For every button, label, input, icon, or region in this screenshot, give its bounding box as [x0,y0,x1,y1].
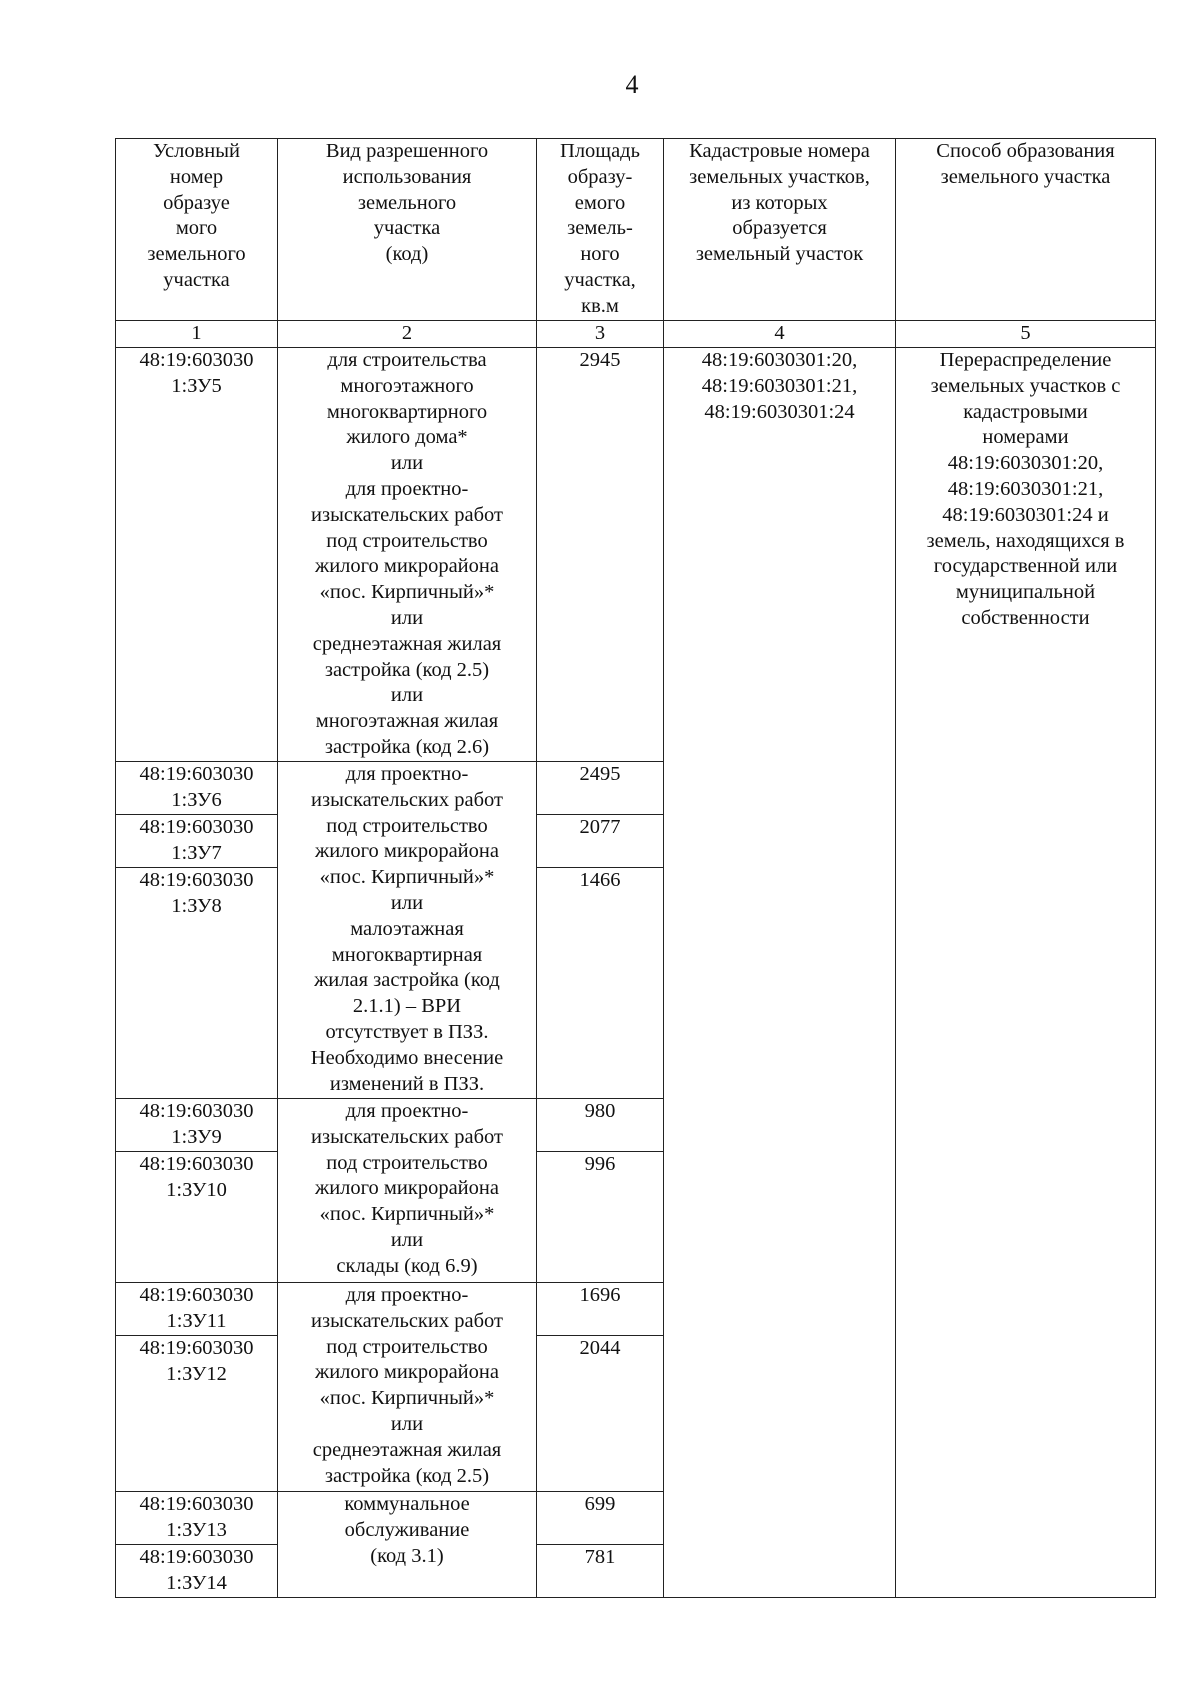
plot-area: 2044 [537,1336,664,1492]
permitted-use: для проектно- изыскательских работ под строительство жилого микрорайона «пос. Кирпичный»* или малоэтажная многоквартирная жилая застройка (код 2.1.1) – ВРИ отсутствует в ПЗЗ. Необходимо внесение изменений в ПЗЗ. [278,762,537,1099]
plot-number: 48:19:603030 1:ЗУ12 [116,1336,278,1492]
column-number: 2 [278,321,537,348]
column-number: 5 [896,321,1156,348]
table-row [116,348,1156,762]
formation-method: Перераспределение земельных участков с кадастровыми номерами 48:19:6030301:20, 48:19:6030301:21, 48:19:6030301:24 и земель, находящихся в государственной или муниципальной собственности [896,348,1156,1598]
plot-area: 1466 [537,868,664,1099]
source-cadastral-numbers: 48:19:6030301:20, 48:19:6030301:21, 48:19:6030301:24 [664,348,896,1598]
plot-number: 48:19:603030 1:ЗУ13 [116,1492,278,1545]
header-cadastral-numbers: Кадастровые номера земельных участков, из которых образуется земельный участок [664,139,896,321]
header-area: Площадь образу- емого земель- ного участка, кв.м [537,139,664,321]
plot-area: 996 [537,1152,664,1283]
plot-number: 48:19:603030 1:ЗУ10 [116,1152,278,1283]
column-number-row [116,321,1156,348]
land-plots-table [115,138,1156,1598]
plot-area: 781 [537,1545,664,1598]
permitted-use: коммунальное обслуживание (код 3.1) [278,1492,537,1598]
plot-number: 48:19:603030 1:ЗУ14 [116,1545,278,1598]
plot-number: 48:19:603030 1:ЗУ5 [116,348,278,762]
plot-area: 2495 [537,762,664,815]
plot-number: 48:19:603030 1:ЗУ11 [116,1283,278,1336]
plot-number: 48:19:603030 1:ЗУ7 [116,815,278,868]
plot-number: 48:19:603030 1:ЗУ6 [116,762,278,815]
plot-number: 48:19:603030 1:ЗУ8 [116,868,278,1099]
permitted-use: для проектно- изыскательских работ под строительство жилого микрорайона «пос. Кирпичный»* или среднеэтажная жилая застройка (код 2.5) [278,1283,537,1492]
plot-area: 2945 [537,348,664,762]
plot-number: 48:19:603030 1:ЗУ9 [116,1099,278,1152]
permitted-use: для строительства многоэтажного многоквартирного жилого дома* или для проектно- изыскательских работ под строительство жилого микрорайона «пос. Кирпичный»* или среднеэтажная жилая застройка (код 2.5) или многоэтажная жилая застройка (код 2.6) [278,348,537,762]
page-number: 4 [625,70,639,99]
plot-area: 1696 [537,1283,664,1336]
permitted-use: для проектно- изыскательских работ под строительство жилого микрорайона «пос. Кирпичный»* или склады (код 6.9) [278,1099,537,1283]
plot-area: 980 [537,1099,664,1152]
header-formation-method: Способ образования земельного участка [896,139,1156,321]
header-permitted-use: Вид разрешенного использования земельного участка (код) [278,139,537,321]
column-number: 1 [116,321,278,348]
header-row [116,139,1156,321]
column-number: 3 [537,321,664,348]
plot-area: 699 [537,1492,664,1545]
header-plot-number: Условный номер образуе мого земельного участка [116,139,278,321]
plot-area: 2077 [537,815,664,868]
column-number: 4 [664,321,896,348]
